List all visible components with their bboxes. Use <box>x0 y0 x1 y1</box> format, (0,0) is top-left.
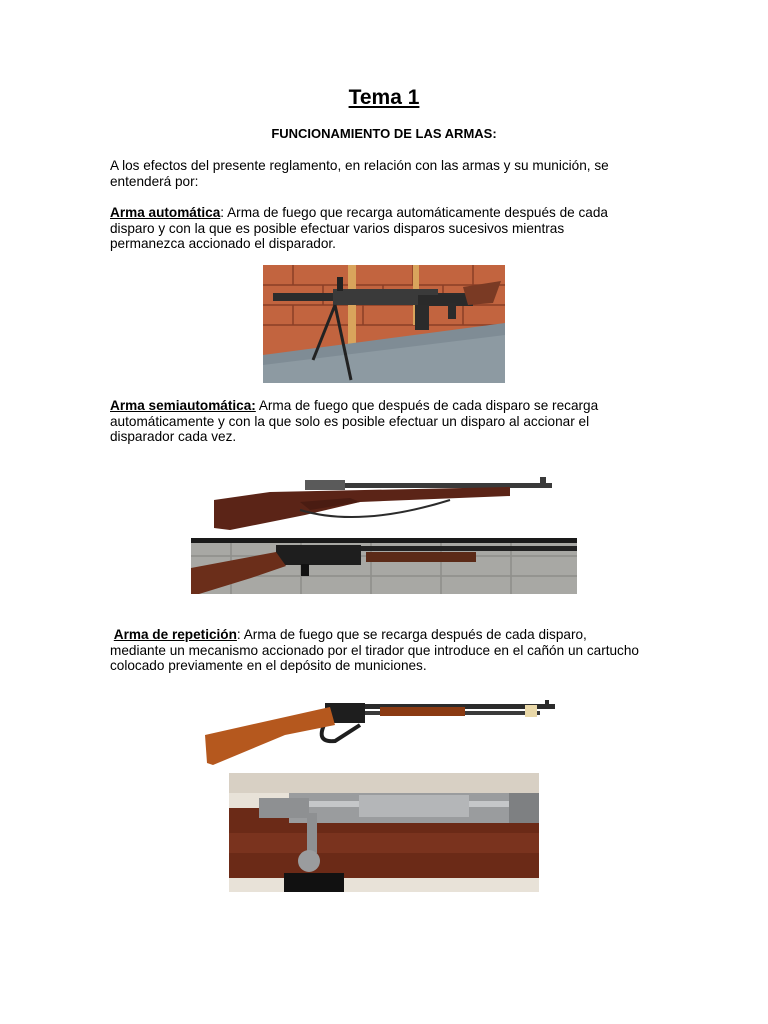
semiautomatic-shotgun-photo-icon <box>191 538 577 594</box>
definition-text: Arma de fuego que después de cada disparo se recarga automáticamente y con la que solo es posible efectuar un disparo al accionar el disparador cada vez. <box>110 398 599 444</box>
automatic-rifle-photo <box>263 265 505 383</box>
page-title: Tema 1 <box>348 86 420 109</box>
term-automatic: Arma automática <box>110 205 221 220</box>
lever-action-rifle-photo-icon <box>205 695 561 767</box>
definition-repetition <box>110 627 640 674</box>
term-separator: : <box>236 627 241 642</box>
semiautomatic-rifle-photo <box>210 470 558 536</box>
lever-action-rifle-photo <box>205 695 561 767</box>
definition-text: Arma de fuego que se recarga después de cada disparo, mediante un mecanismo accionado por el tirador que introduce en el cañón un cartucho colocado previamente en el depósito de municiones. <box>110 627 639 673</box>
definition-semiautomatic <box>110 398 640 445</box>
bolt-action-closeup-photo <box>229 773 539 892</box>
term-semiautomatic: Arma semiautomática: <box>110 398 256 413</box>
definition-automatic <box>110 205 640 252</box>
semiautomatic-rifle-photo-icon <box>210 470 558 536</box>
definition-text: Arma de fuego que recarga automáticamente después de cada disparo y con la que es posible efectuar varios disparos sucesivos mientras permanezca accionado el disparador. <box>110 205 608 251</box>
term-separator: : <box>220 205 225 220</box>
section-subtitle: FUNCIONAMIENTO DE LAS ARMAS: <box>271 126 497 141</box>
intro-paragraph: A los efectos del presente reglamento, en relación con las armas y su munición, se entenderá por: <box>110 158 609 189</box>
term-repetition: Arma de repetición <box>113 627 237 642</box>
automatic-rifle-on-bipod-photo-icon <box>263 265 505 383</box>
semiautomatic-shotgun-photo <box>191 538 577 594</box>
bolt-action-closeup-photo-icon <box>229 773 539 892</box>
